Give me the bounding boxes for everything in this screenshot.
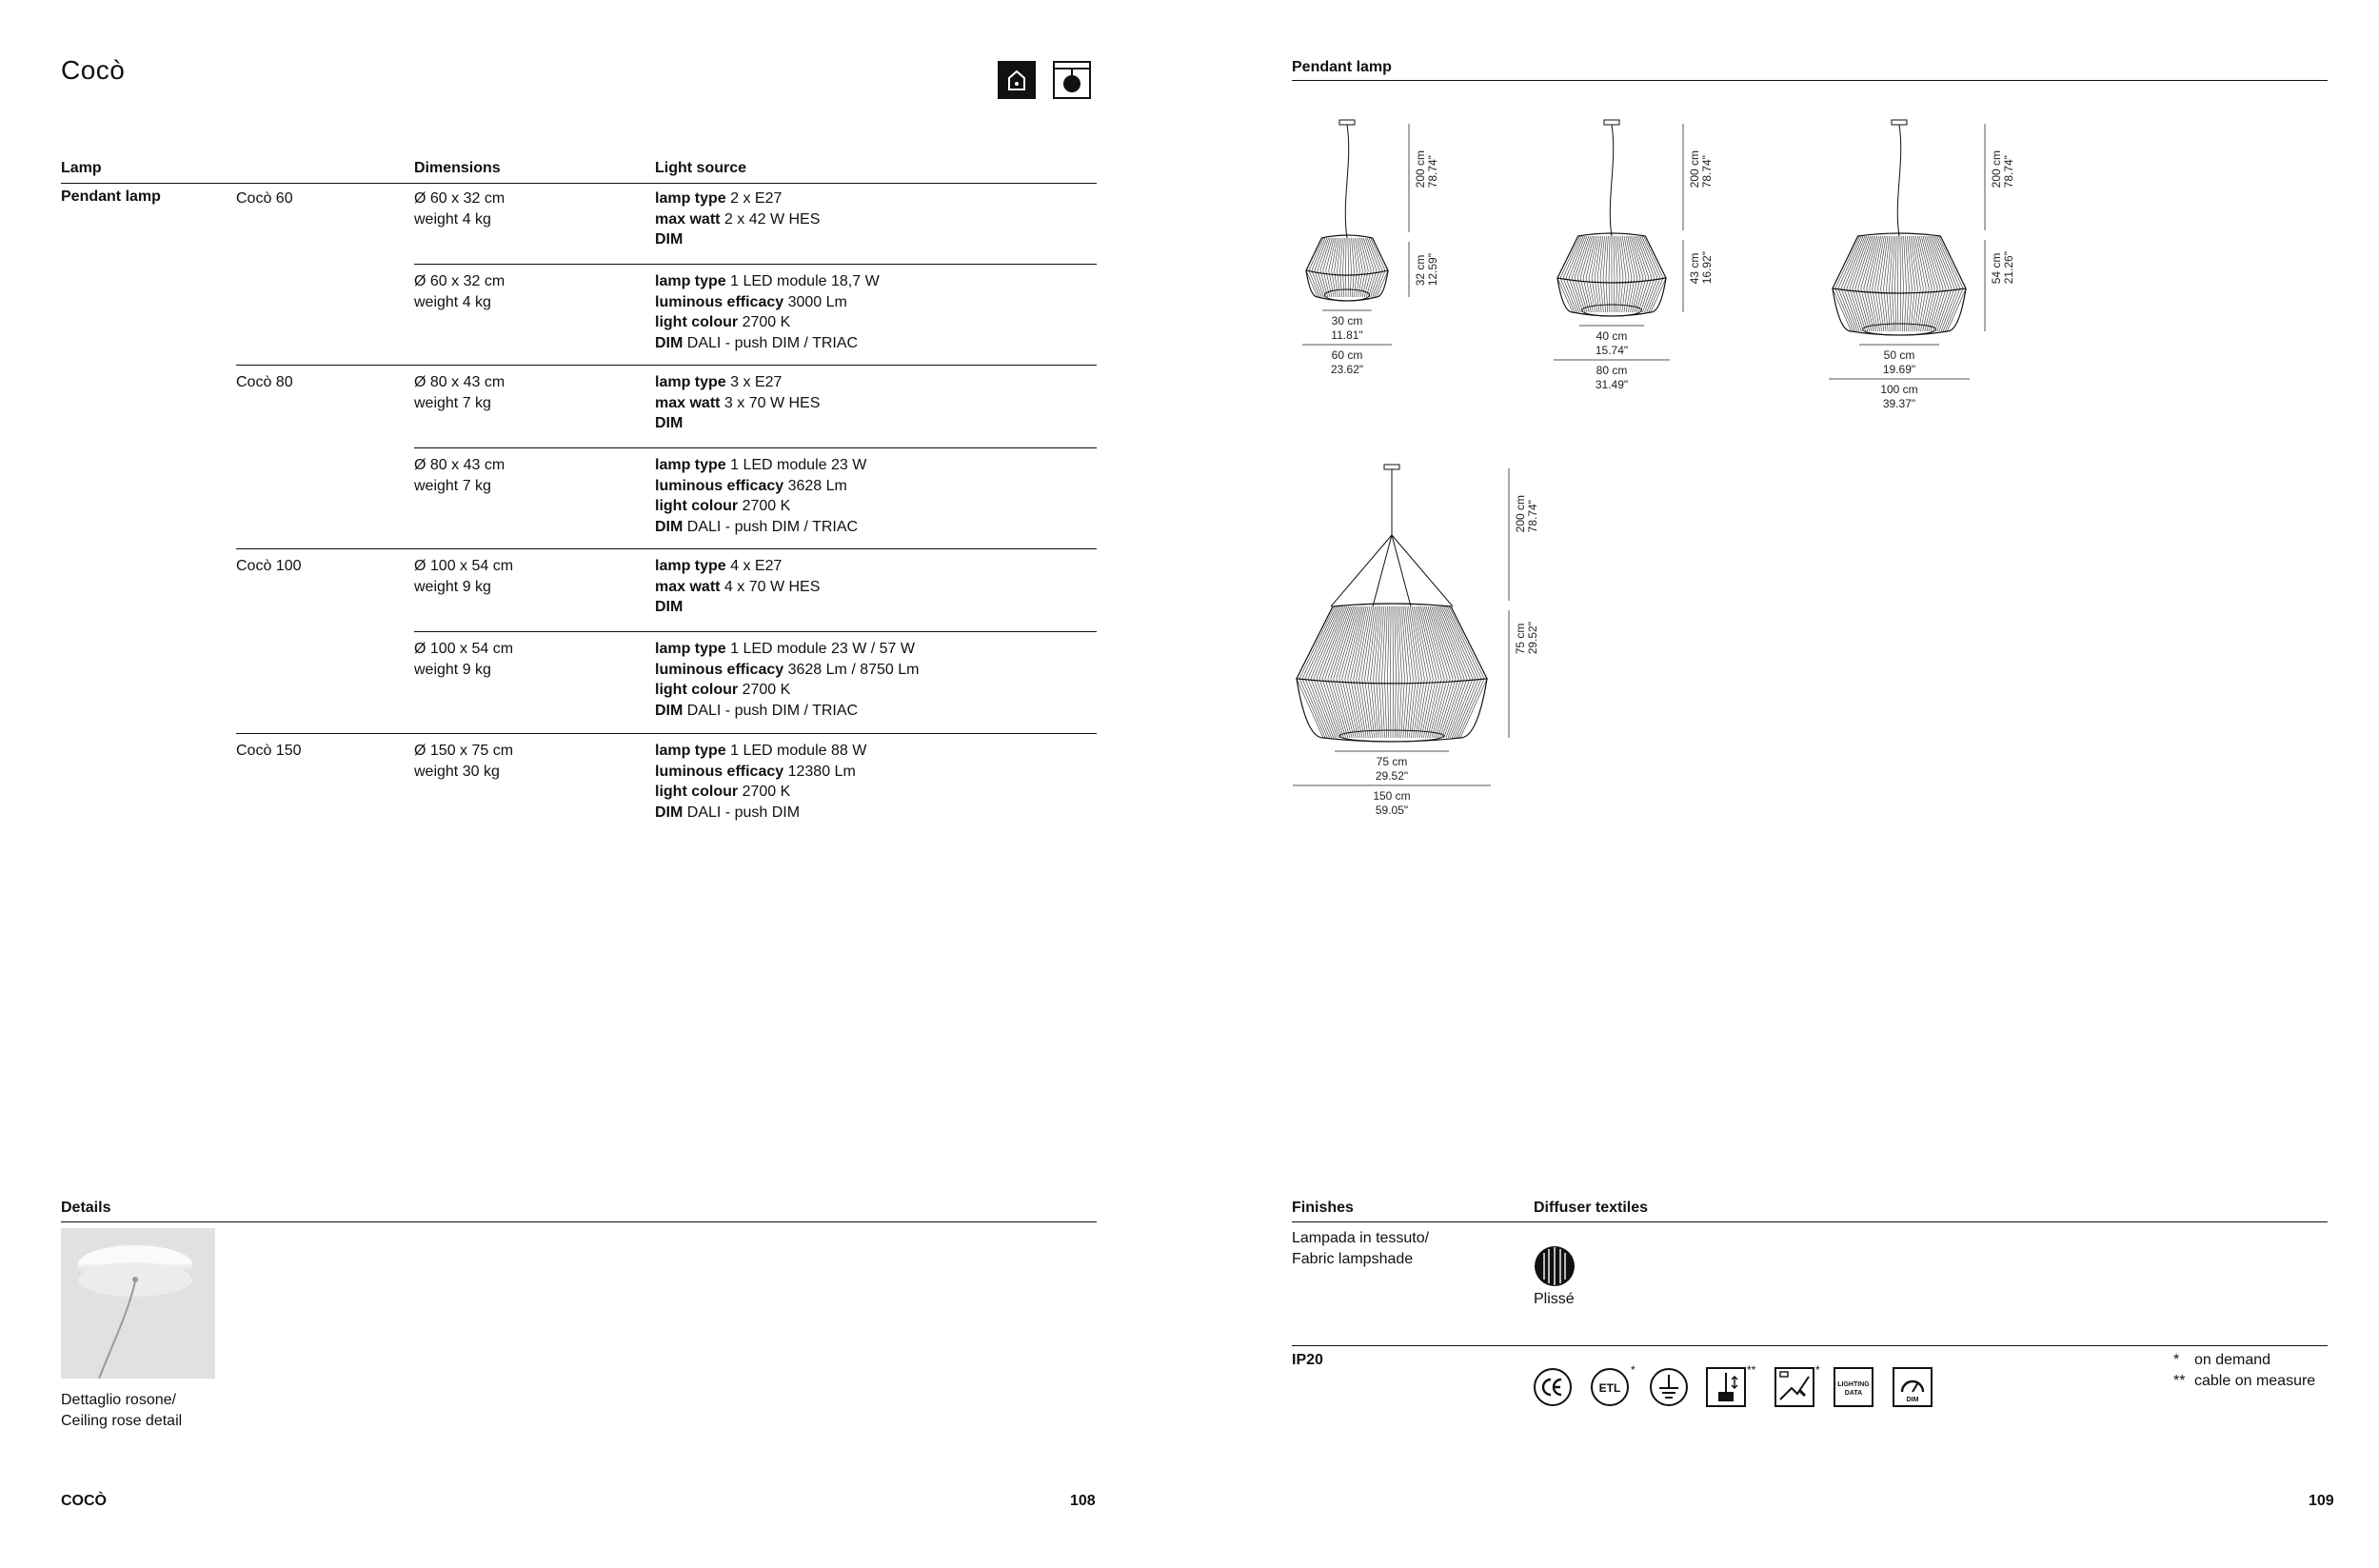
page-number-right: 109 <box>2309 1493 2334 1509</box>
details-caption: Dettaglio rosone/ Ceiling rose detail <box>61 1392 183 1429</box>
ip-rating: IP20 <box>1292 1352 1323 1368</box>
light-source-cell: lamp type 1 LED module 23 W / 57 W luminous efficacy 3628 Lm / 8750 Lm light colour 2700 K DIM DALI - push DIM / TRIAC <box>655 641 920 719</box>
outer-width-label: 60 cm 23.62" <box>1330 348 1364 376</box>
footer-product-name: COCÒ <box>61 1493 107 1509</box>
table-row-rule <box>414 447 1097 448</box>
cable-height-label: 200 cm 78.74" <box>1514 495 1539 533</box>
ceiling-rose-photo <box>61 1228 215 1379</box>
light-source-cell: lamp type 4 x E27 max watt 4 x 70 W HES DIM <box>655 558 821 615</box>
dimensions-cell: Ø 100 x 54 cm weight 9 kg <box>414 641 514 678</box>
svg-text:DATA: DATA <box>1844 1390 1863 1397</box>
inner-width-label: 50 cm 19.69" <box>1882 348 1916 376</box>
details-header: Details <box>61 1200 111 1216</box>
pendant-lamp-drawing <box>1548 118 1675 326</box>
finishes-label: Lampada in tessuto/ Fabric lampshade <box>1292 1230 1430 1267</box>
etl-mark-icon <box>1590 1367 1630 1407</box>
note-on-demand: * on demand <box>2173 1352 2271 1368</box>
dimensions-cell: Ø 80 x 43 cm weight 7 kg <box>414 457 506 494</box>
finishes-header: Finishes <box>1292 1200 1354 1216</box>
col-light-source-header: Light source <box>655 160 747 176</box>
svg-text:ETL: ETL <box>1598 1381 1621 1395</box>
ground-icon <box>1649 1367 1689 1407</box>
table-row-rule <box>414 631 1097 632</box>
svg-text:DIM: DIM <box>1906 1397 1919 1403</box>
details-rule <box>61 1221 1097 1222</box>
cable-length-icon <box>1706 1367 1746 1407</box>
outer-width-label: 150 cm 59.05" <box>1373 789 1411 817</box>
textiles-header: Diffuser textiles <box>1534 1200 1649 1216</box>
on-demand-star: * <box>1631 1363 1636 1377</box>
dimensions-cell: Ø 100 x 54 cm weight 9 kg <box>414 558 514 595</box>
table-row-rule <box>414 264 1097 265</box>
cable-height-label: 200 cm 78.74" <box>1990 150 2015 189</box>
plisse-swatch[interactable] <box>1534 1245 1576 1287</box>
table-row-rule <box>236 733 1097 734</box>
swatch-name: Plissé <box>1534 1291 1575 1307</box>
pendant-lamp-drawing <box>1297 118 1398 310</box>
dimmer-control-icon <box>1774 1367 1814 1407</box>
note-cable-measure: ** cable on measure <box>2173 1373 2316 1389</box>
dimensions-cell: Ø 150 x 75 cm weight 30 kg <box>414 743 514 780</box>
cable-measure-star: ** <box>1747 1363 1756 1377</box>
body-height-label: 32 cm 12.59" <box>1414 253 1439 287</box>
body-height-label: 75 cm 29.52" <box>1514 622 1539 655</box>
table-row-rule <box>236 548 1097 549</box>
ce-mark-icon <box>1533 1367 1573 1407</box>
indoor-home-icon <box>998 61 1036 99</box>
pendant-lamp-drawing <box>1823 118 1975 345</box>
light-source-cell: lamp type 1 LED module 23 W luminous efficacy 3628 Lm light colour 2700 K DIM DALI - push DIM / TRIAC <box>655 457 867 535</box>
cable-height-label: 200 cm 78.74" <box>1414 150 1439 189</box>
col-dimensions-header: Dimensions <box>414 160 501 176</box>
pendant-mount-icon <box>1053 61 1091 99</box>
inner-width-label: 40 cm 15.74" <box>1595 329 1629 357</box>
model-name: Cocò 100 <box>236 558 302 574</box>
light-source-cell: lamp type 1 LED module 88 W luminous efficacy 12380 Lm light colour 2700 K DIM DALI - push DIM <box>655 743 867 821</box>
dim-icon <box>1893 1367 1933 1407</box>
page-number-left: 108 <box>1070 1493 1096 1509</box>
inner-width-label: 30 cm 11.81" <box>1331 314 1363 342</box>
table-header-rule <box>61 183 1097 184</box>
light-source-cell: lamp type 3 x E27 max watt 3 x 70 W HES DIM <box>655 374 821 431</box>
dimensions-cell: Ø 80 x 43 cm weight 7 kg <box>414 374 506 411</box>
lamp-category: Pendant lamp <box>61 189 161 205</box>
ip-rule <box>1292 1345 2328 1346</box>
finishes-rule <box>1292 1221 2328 1222</box>
body-height-label: 43 cm 16.92" <box>1688 251 1714 285</box>
lighting-data-icon <box>1834 1367 1873 1407</box>
pendant-lamp-drawing <box>1287 463 1497 751</box>
drawings-rule <box>1292 80 2328 81</box>
dimmer-star: * <box>1815 1363 1820 1377</box>
col-lamp-header: Lamp <box>61 160 102 176</box>
table-row-rule <box>236 365 1097 366</box>
dimensions-cell: Ø 60 x 32 cm weight 4 kg <box>414 273 506 310</box>
outer-width-label: 80 cm 31.49" <box>1595 364 1629 391</box>
inner-width-label: 75 cm 29.52" <box>1375 755 1409 783</box>
page-title: Cocò <box>61 55 126 85</box>
drawings-section-title: Pendant lamp <box>1292 59 1392 75</box>
model-name: Cocò 80 <box>236 374 293 390</box>
dimensions-cell: Ø 60 x 32 cm weight 4 kg <box>414 190 506 228</box>
light-source-cell: lamp type 2 x E27 max watt 2 x 42 W HES DIM <box>655 190 821 248</box>
model-name: Cocò 150 <box>236 743 302 759</box>
svg-text:LIGHTING: LIGHTING <box>1837 1381 1870 1388</box>
outer-width-label: 100 cm 39.37" <box>1880 383 1918 410</box>
model-name: Cocò 60 <box>236 190 293 207</box>
body-height-label: 54 cm 21.26" <box>1990 251 2015 285</box>
cable-height-label: 200 cm 78.74" <box>1688 150 1714 189</box>
light-source-cell: lamp type 1 LED module 18,7 W luminous efficacy 3000 Lm light colour 2700 K DIM DALI - push DIM / TRIAC <box>655 273 880 351</box>
